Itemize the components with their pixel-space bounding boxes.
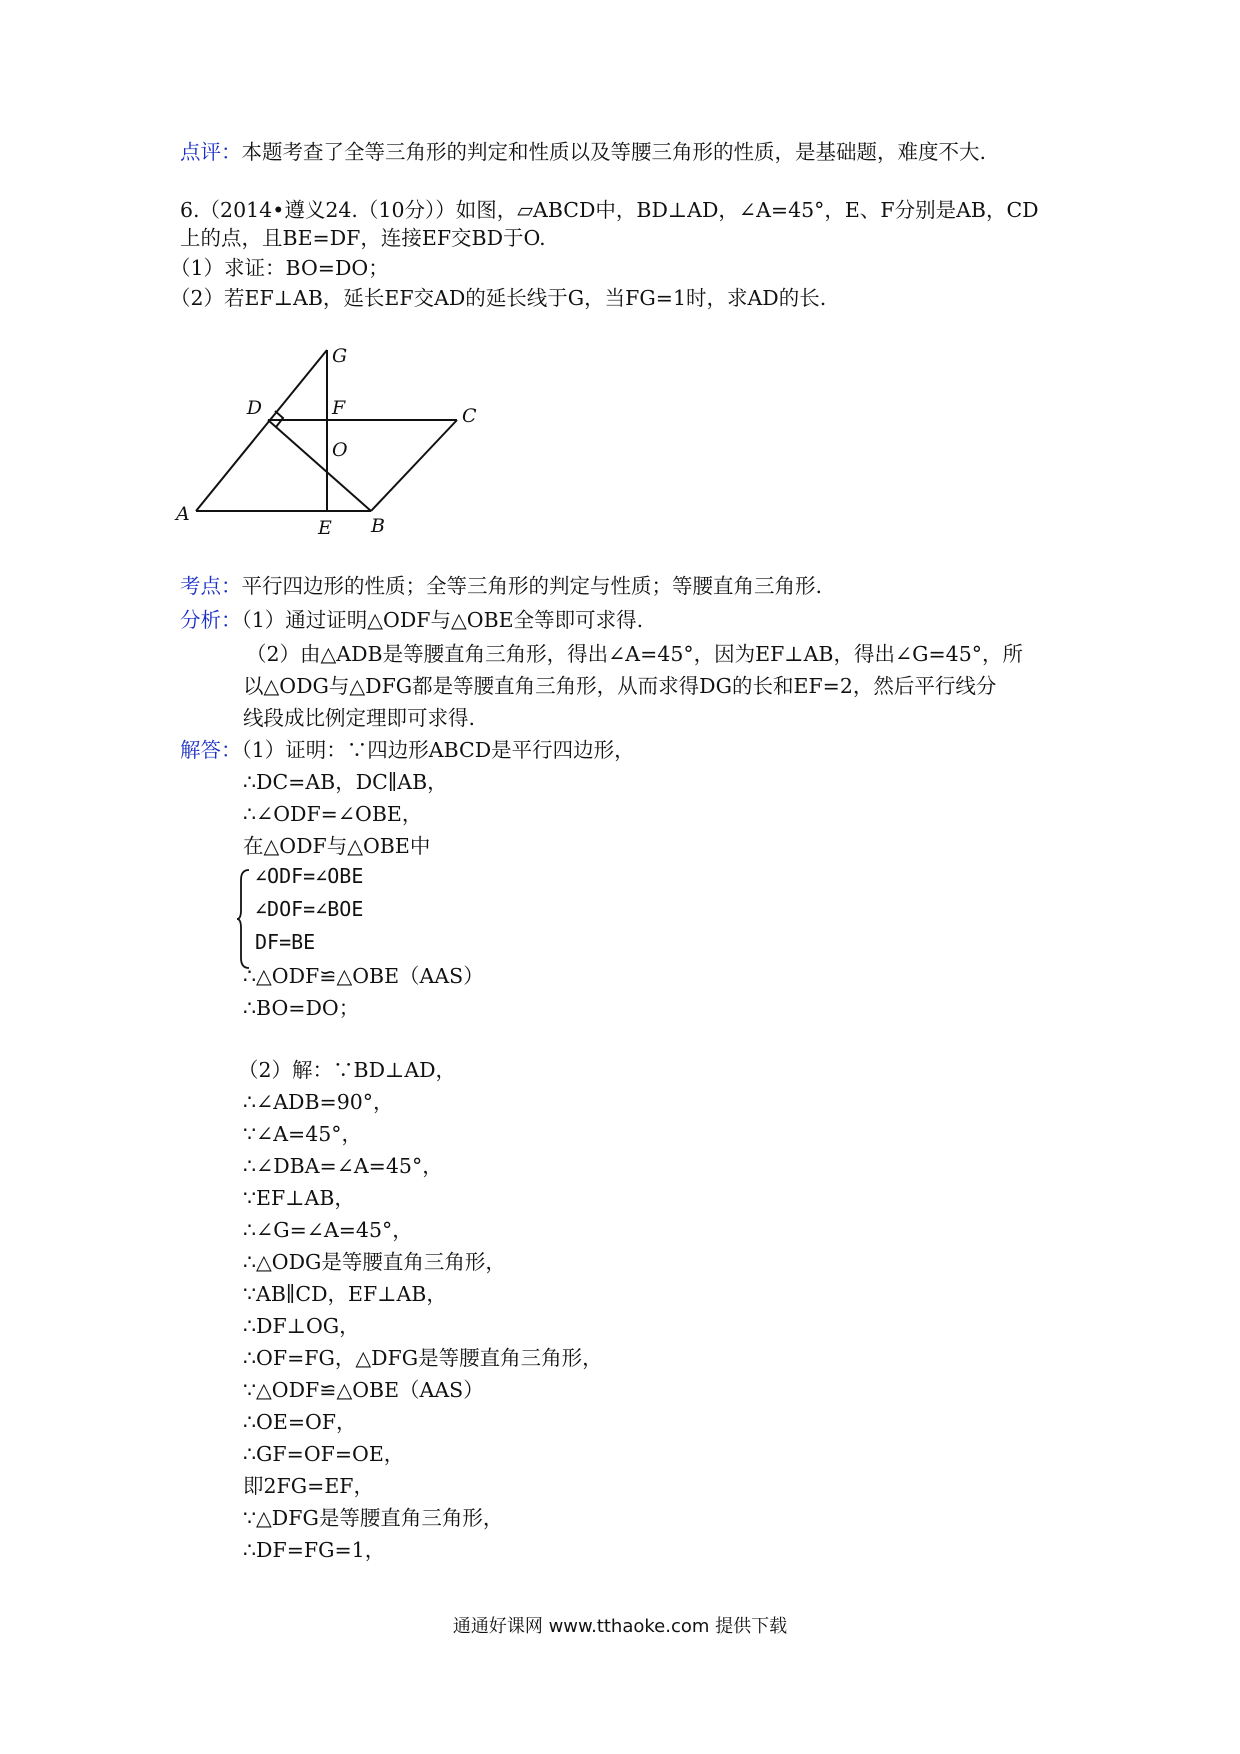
problem-part-2: （2）若EF⊥AB，延长EF交AD的延长线于G，当FG=1时，求AD的长. [170,286,827,310]
jieda-line-first [180,736,635,764]
label-a: A [176,503,190,525]
proof-line: ∴△ODF≌△OBE（AAS） [243,964,484,988]
problem-part-1: （1）求证：BO=DO； [170,256,389,280]
label-d: D [246,397,262,419]
kaodian-label: 考点： [180,574,242,598]
label-g: G [332,345,348,367]
proof-line: ∵AB∥CD，EF⊥AB， [243,1282,447,1306]
proof-line: （2）解：∵BD⊥AD， [238,1058,457,1082]
proof-line: ∵EF⊥AB， [243,1186,355,1210]
proof-line: ∴BO=DO； [243,996,360,1020]
proof-line: ∴OE=OF， [243,1410,357,1434]
system-equation: ∠ODF=∠OBE [255,864,364,888]
comment-label: 点评： [180,140,242,164]
fenxi-text-1: （1）通过证明△ODF与△OBE全等即可求得. [241,608,644,632]
fenxi-label: 分析： [180,608,242,632]
proof-line: ∴△ODG是等腰直角三角形， [243,1250,506,1274]
segment-cb [371,420,457,511]
jieda-first: （1）证明：∵四边形ABCD是平行四边形， [241,738,635,762]
proof-line: ∴DF⊥OG， [243,1314,360,1338]
proof-line: ∴∠ODF=∠OBE， [243,802,423,826]
segment-db [268,420,371,511]
comment-text: 本题考查了全等三角形的判定和性质以及等腰三角形的性质，是基础题，难度不大. [241,140,987,164]
system-brace [237,868,251,970]
problem-line-2: 上的点，且BE=DF，连接EF交BD于O. [180,226,546,250]
system-equation: DF=BE [255,930,316,954]
fenxi-line-2: （2）由△ADB是等腰直角三角形，得出∠A=45°，因为EF⊥AB，得出∠G=45°，所 [246,642,1024,666]
proof-line: ∴∠DBA=∠A=45°， [243,1154,443,1178]
label-e: E [318,517,332,539]
fenxi-line-4: 线段成比例定理即可求得. [243,706,476,730]
page-footer: 通通好课网 www.tthaoke.com 提供下载 [452,1616,788,1637]
proof-line: ∴DC=AB，DC∥AB， [243,770,448,794]
proof-line: ∵△ODF≌△OBE（AAS） [243,1378,484,1402]
kaodian-line [180,572,822,600]
label-o: O [332,439,348,461]
proof-line: 在△ODF与△OBE中 [243,834,431,858]
label-c: C [462,405,477,427]
proof-line: ∵∠A=45°， [243,1122,363,1146]
jieda-label: 解答： [180,738,242,762]
segment-ag [196,350,327,511]
proof-line: ∴OF=FG，△DFG是等腰直角三角形， [243,1346,603,1370]
fenxi-line-3: 以△ODG与△DFG都是等腰直角三角形，从而求得DG的长和EF=2，然后平行线分 [243,674,997,698]
proof-line: ∵△DFG是等腰直角三角形， [243,1506,504,1530]
problem-line-1: 6.（2014•遵义24.（10分））如图，▱ABCD中，BD⊥AD，∠A=45°，E、F分别是AB，CD [180,198,1039,222]
proof-line: ∴DF=FG=1， [243,1538,386,1562]
comment-line [180,138,986,166]
proof-line: 即2FG=EF， [243,1474,375,1498]
system-equation: ∠DOF=∠BOE [255,897,364,921]
proof-line: ∴∠G=∠A=45°， [243,1218,413,1242]
proof-line: ∴∠ADB=90°， [243,1090,394,1114]
proof-line: ∴GF=OF=OE， [243,1442,405,1466]
label-b: B [371,515,385,537]
fenxi-line-1 [180,606,643,634]
kaodian-text: 平行四边形的性质；全等三角形的判定与性质；等腰直角三角形. [241,574,823,598]
label-f: F [332,397,346,419]
geometry-figure [170,340,490,540]
